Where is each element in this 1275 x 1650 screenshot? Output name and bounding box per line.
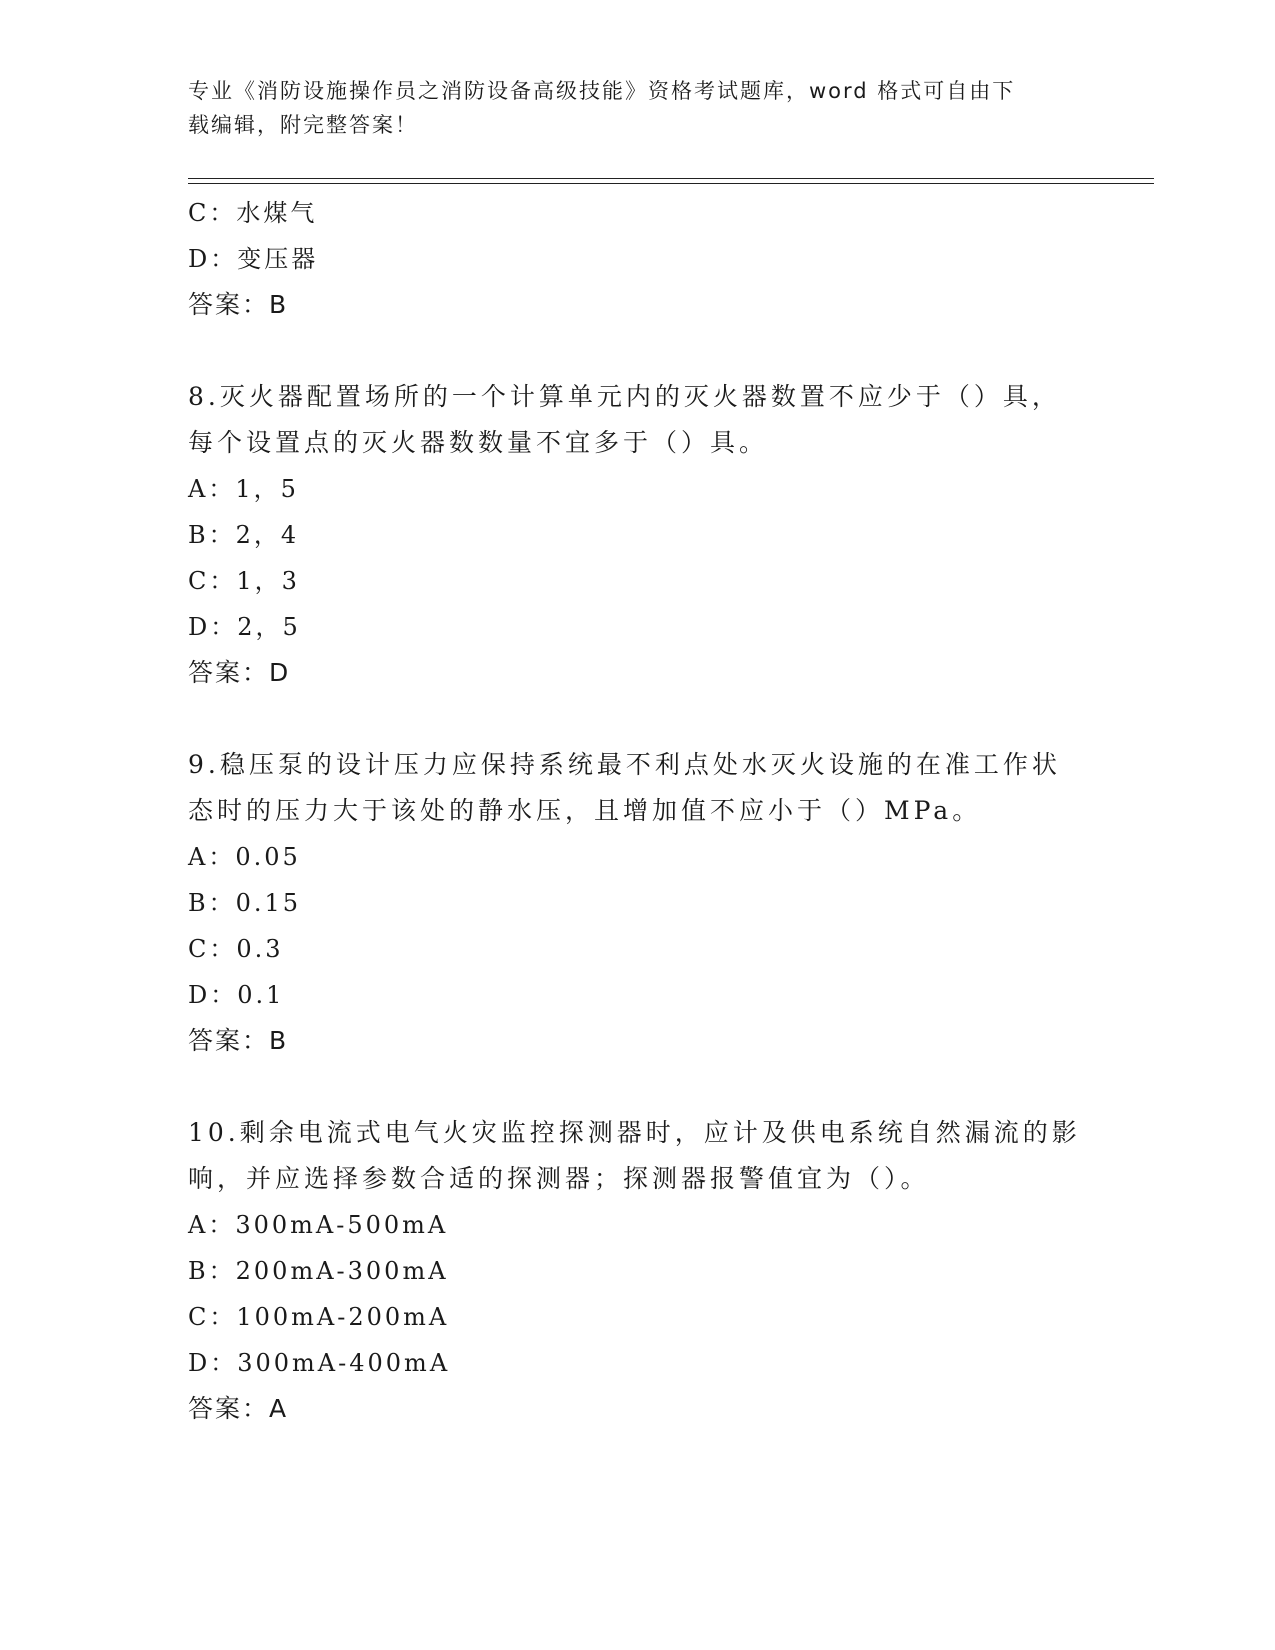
option-b: B：2，4 <box>188 521 300 549</box>
header-divider-bottom <box>188 183 1154 184</box>
option-b: B：200mA-300mA <box>188 1257 449 1285</box>
answer-label: 答案：B <box>188 1026 289 1055</box>
question-list <box>188 190 1088 1432</box>
question-text-line: 10.剩余电流式电气火灾监控探测器时，应计及供电系统自然漏流的影 <box>188 1118 1081 1147</box>
question-block-9 <box>188 742 1088 1064</box>
answer-label: 答案：A <box>188 1394 289 1423</box>
option-d: D：300mA-400mA <box>188 1349 451 1377</box>
question-block-7 <box>188 190 1088 328</box>
question-block-10 <box>188 1110 1088 1432</box>
question-text-line: 响，并应选择参数合适的探测器；探测器报警值宜为（）。 <box>188 1164 930 1193</box>
option-b: B：0.15 <box>188 889 302 917</box>
option-a: A：300mA-500mA <box>188 1211 449 1239</box>
answer-label: 答案：D <box>188 658 291 687</box>
answer-label: 答案：B <box>188 290 289 319</box>
header-line-2: 载编辑，附完整答案！ <box>188 113 418 137</box>
option-c: C：1，3 <box>188 567 300 595</box>
question-text-line: 8.灭火器配置场所的一个计算单元内的灭火器数置不应少于（）具， <box>188 382 1061 411</box>
question-text-line: 态时的压力大于该处的静水压，且增加值不应小于（）MPa。 <box>188 796 982 825</box>
spacer <box>188 328 1088 374</box>
option-c: C：0.3 <box>188 935 284 963</box>
spacer <box>188 696 1088 742</box>
spacer <box>188 1064 1088 1110</box>
option-c: C：100mA-200mA <box>188 1303 450 1331</box>
option-d: D：0.1 <box>188 981 285 1009</box>
question-text-line: 每个设置点的灭火器数数量不宜多于（）具。 <box>188 428 769 457</box>
question-text-line: 9.稳压泵的设计压力应保持系统最不利点处水灭火设施的在准工作状 <box>188 750 1061 779</box>
header-divider-top <box>188 178 1154 179</box>
option-c: C：水煤气 <box>188 199 318 227</box>
option-d: D：2，5 <box>188 613 301 641</box>
option-a: A：1，5 <box>188 475 299 503</box>
option-a: A：0.05 <box>188 843 301 871</box>
header-line-1: 专业《消防设施操作员之消防设备高级技能》资格考试题库，word 格式可自由下 <box>188 79 1016 103</box>
question-block-8 <box>188 374 1088 696</box>
document-header <box>188 74 1068 142</box>
option-d: D：变压器 <box>188 245 319 273</box>
